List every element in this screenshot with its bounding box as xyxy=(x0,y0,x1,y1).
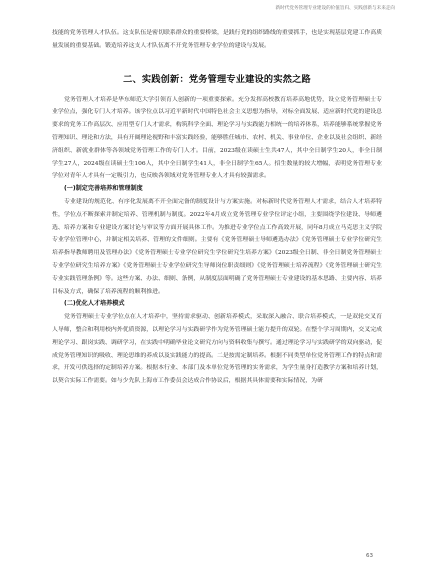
subsection-1-paragraph: 专业建设的规范化、有序化发展离不开全面完备的制度设计与方案实施。对标新时代党务管理人才需求，结合人才培养特性，学位点不断探索并制定培养、管理机制与制度。2022年4月成立党务管理专业学位评定小组，主要围绕学位建设、导师遴选、培养方案和专业建设方案讨论与审议等方面开展具体工作。为推进专业学位点工作高效开展，同年8月成立马克思主义学院专业学位管理中心，并制定相关培养、管理的文件细则。主要有《党务管理硕士导师遴选办法》《党务管理硕士专业学位研究生培养指导教师聘用及管理办法》《党务管理硕士专业学位研究生学位研究生培养方案》《2023级全日制、非全日制党务管理硕士专业学位研究生培养方案》《党务管理硕士专业学位研究生导师岗位职责细则》《党务管理硕士培养流程》《党务管理硕士研究生专业实践管理条例》等。这些方案、办法、细则、条例，从制度层面明确了党务管理硕士专业建设的基本思路、主要内容、培养目标及方式，确保了培养流程的顺利推进。 xyxy=(52,198,382,295)
subsection-heading-1: (一)制定完善培养和管理制度 xyxy=(64,185,143,193)
intro-paragraph: 技能的党务管理人才队伍。这支队伍是密切联系群众的重要桥梁，是践行党的组织路线的重要抓手，也是实现基层党建工作高质量发展的重要基础。锻造培养这支人才队伍离不开党务管理专业学位的建设与发展。 xyxy=(52,30,382,49)
subsection-heading-2: (二)优化人才培养模式 xyxy=(64,300,125,308)
section-paragraph: 党务管理人才培养是华东师范大学引领育人创新的一项重要探索。充分发挥高校教育培养高地优势，设立党务管理硕士专业学位点，强化专门人才培养。该学位点以习近平新时代中国特色社会主义思想为指导，对标全面发展、适应新时代党的建设总要求的党务工作高层次、应用型专门人才需求，构筑科学全面、理论学习与实践能力相统一的培养体系，培养能够系统掌握党务管理知识、理论和方法，具有开阔理论视野和丰富实践经验，能够胜任城市、农村、机关、事业单位、企业以及社会组织、新经济组织、新就业群体等各领域党务管理工作的专门人才。目前，2023级在读硕士生共47人，其中全日制学生20人，非全日制学生27人，2024级在读硕士生106人，其中全日制学生41人，非全日制学生65人。招生数量的较大增幅，表明党务管理专业学位对青年人才具有一定吸引力，也反映各领域对党务管理专业人才具有较强需求。 xyxy=(52,96,382,180)
subsection-2-paragraph: 党务管理硕士专业学位点在人才培养中，坚持需求驱动、创新培养模式，采取深入融合、联合培养模式，一是双轮交叉育人导师，整合和利用校内外优质资源，以理论学习与实践研学作为党务管理硕士能力提升的双轮。在整个学习周期内，交叉完成理论学习、跟岗实践、调研学习，在实践中明确毕业论文研究方向与资料收集与撰写。通过理论学习与实践研学的双向驱动，促成党务管理知识的吸收、理论思维的养成以及实践能力的提高。二是按需定制培养。根据不同类型单位党务管理工作的特点和需求，开发可供选择的定制培养方案。根据本行业、本部门及本单位党务管理的实务需求，为学生量身打造教学方案和培养计划，以契合实际工作需要。如与少先队上海市工作委员会达成合作协议后，根据其具体需要和实际情况，为研 xyxy=(52,314,382,385)
section-heading: 二、实践创新：党务管理专业建设的实然之路 xyxy=(123,73,311,85)
page-number: 63 xyxy=(366,553,373,559)
running-header: 新时代党务管理专业建设的价值旨归、实践创新与未来走向 xyxy=(275,6,395,11)
article-body xyxy=(52,27,382,388)
